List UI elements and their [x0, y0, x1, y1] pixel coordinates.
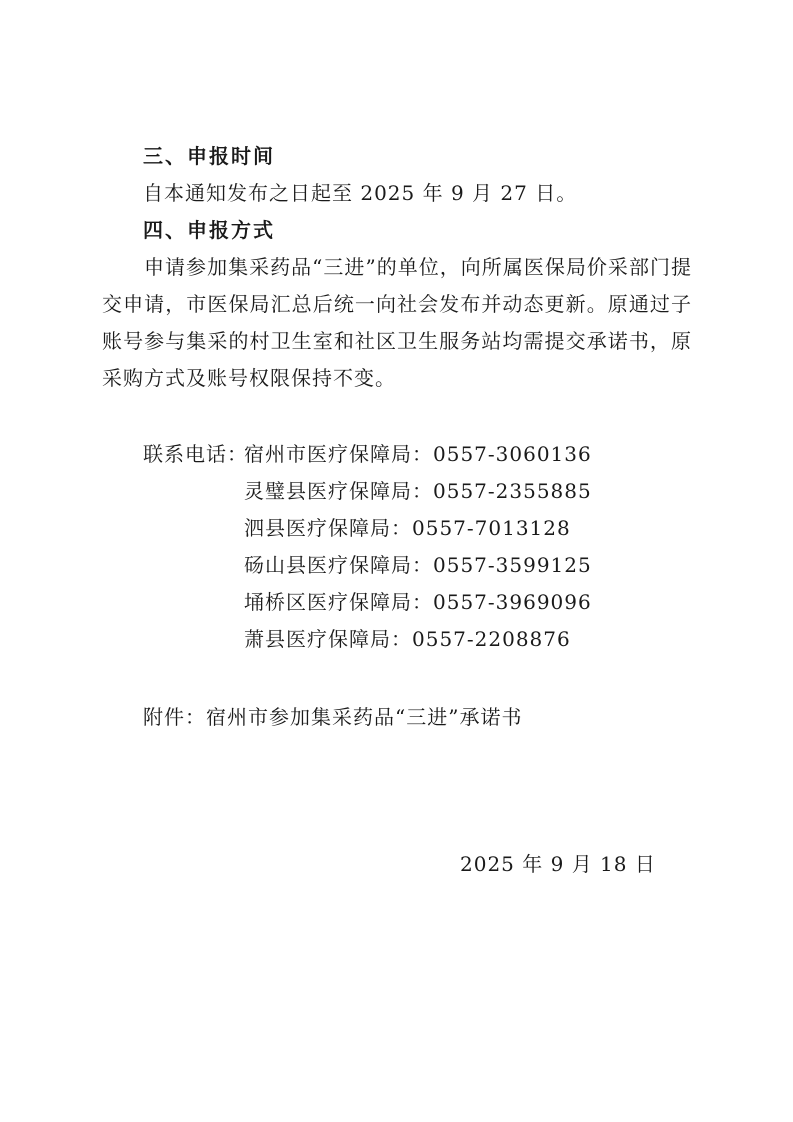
contact-label: 联系电话：: [143, 442, 248, 466]
contact-yongqiao: 埇桥区医疗保障局：0557-3969096: [244, 590, 592, 614]
contact-suzhou: 宿州市医疗保障局：0557-3060136: [244, 442, 592, 466]
section4-body: 申请参加集采药品“三进”的单位，向所属医保局价采部门提交申请，市医保局汇总后统一向社会发布并动态更新。原通过子账号参与集采的村卫生室和社区卫生服务站均需提交承诺书，原采购方式及账号权限保持不变。: [102, 255, 692, 390]
attachment-line: 附件：宿州市参加集采药品“三进”承诺书: [143, 705, 523, 729]
section3-body: 自本通知发布之日起至 2025 年 9 月 27 日。: [143, 181, 578, 205]
section3-heading: 三、申报时间: [143, 144, 275, 168]
document-date: 2025 年 9 月 18 日: [460, 852, 656, 876]
contact-sixian: 泗县医疗保障局：0557-7013128: [244, 516, 571, 540]
section4-heading: 四、申报方式: [143, 218, 275, 242]
contact-lingbi: 灵璧县医疗保障局：0557-2355885: [244, 479, 592, 503]
contact-xiaoxian: 萧县医疗保障局：0557-2208876: [244, 627, 571, 651]
contact-dangshan: 砀山县医疗保障局：0557-3599125: [244, 553, 592, 577]
